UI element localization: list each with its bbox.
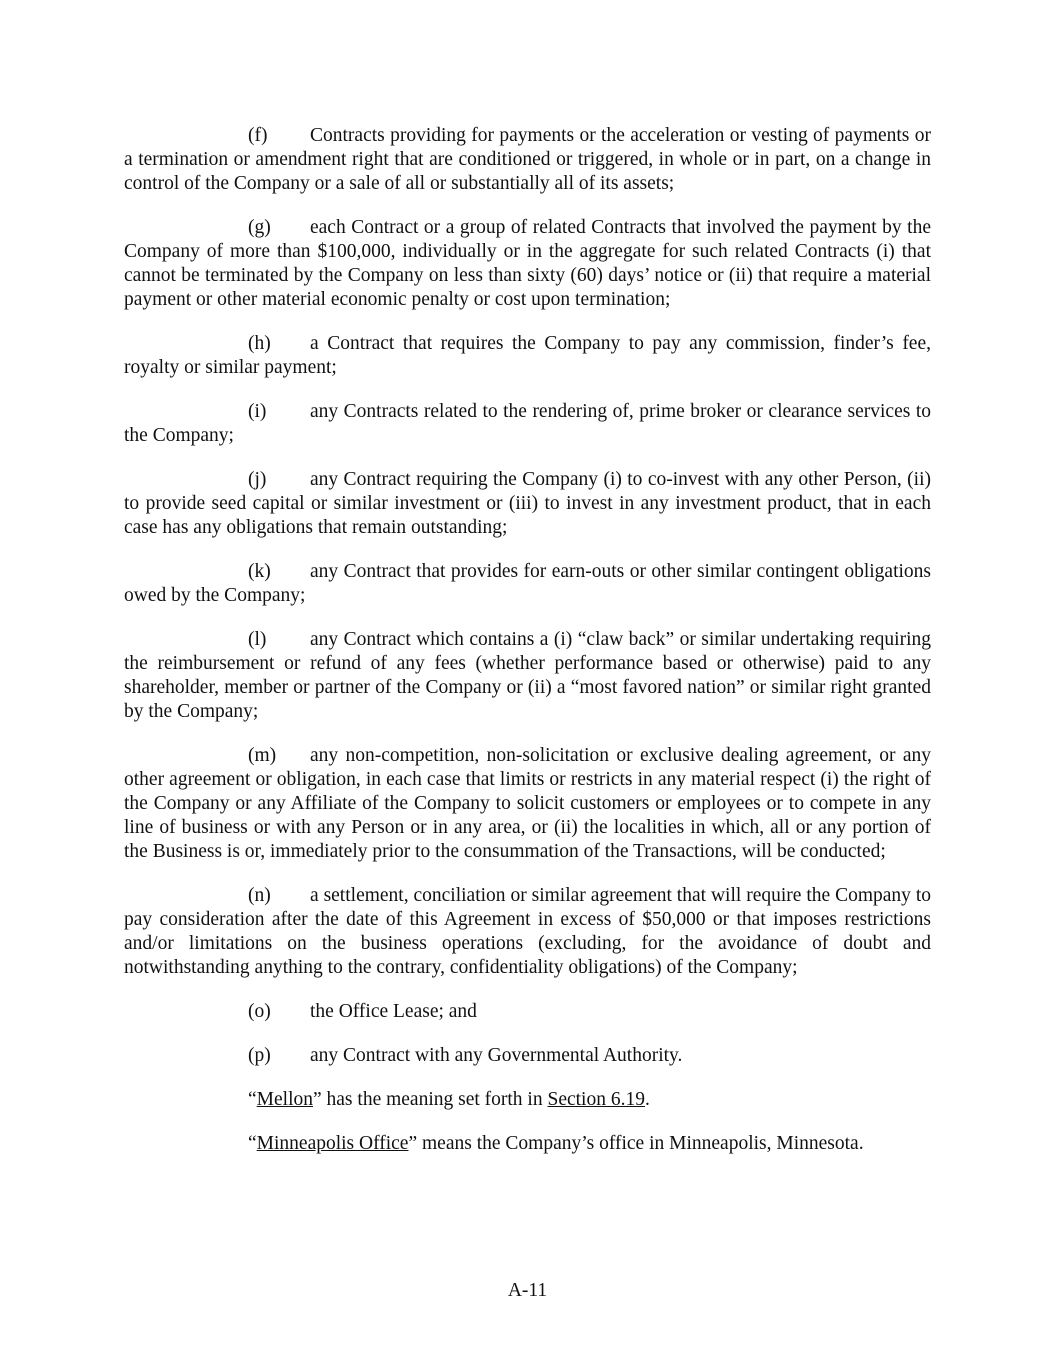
clause-label: (k) (248, 561, 271, 582)
page-number: A-11 (507, 1280, 548, 1301)
clause-text: a settlement, conciliation or similar agreement that will require the Company to pay consideration after the date of this Agreement in excess of $50,000 or that imposes restrictions and/or limitations on the business operations (excluding, for the avoidance of doubt and notwithstanding anything to the contrary, confidentiality obligations) of the Company; (124, 885, 931, 978)
clause-g (124, 216, 931, 312)
clause-text: each Contract or a group of related Contracts that involved the payment by the Company of more than $100,000, individually or in the aggregate for such related Contracts (i) that cannot be terminated by the Company on less than sixty (60) days’ notice or (ii) that require a material payment or other material economic penalty or cost upon termination; (124, 217, 931, 310)
clause-text: any Contract with any Governmental Authority. (310, 1045, 683, 1066)
clause-text: any Contract requiring the Company (i) to co-invest with any other Person, (ii) to provide seed capital or similar investment or (iii) to invest in any investment product, that in each case has any obligations that remain outstanding; (124, 469, 931, 538)
clause-label: (f) (248, 125, 268, 146)
close-quote: ” (313, 1089, 322, 1110)
clause-label: (l) (248, 629, 267, 650)
clause-text: any Contract which contains a (i) “claw back” or similar undertaking requiring the reimbursement or refund of any fees (whether performance based or otherwise) paid to any shareholder, member or partner of the Company or (ii) a “most favored nation” or similar right granted by the Company; (124, 629, 931, 722)
definition-text: means the Company’s office in Minneapolis, Minnesota. (417, 1133, 864, 1154)
clause-text: a Contract that requires the Company to pay any commission, finder’s fee, royalty or similar payment; (124, 333, 931, 378)
clause-label: (j) (248, 469, 267, 490)
clause-label: (o) (248, 1001, 271, 1022)
open-quote: “ (248, 1089, 257, 1110)
open-quote: “ (248, 1133, 257, 1154)
clause-label: (p) (248, 1045, 271, 1066)
clause-label: (n) (248, 885, 271, 906)
definition-text: has the meaning set forth in (321, 1089, 548, 1110)
definition-text-end: . (644, 1089, 650, 1110)
close-quote: ” (408, 1133, 418, 1154)
clause-label: (m) (248, 745, 277, 766)
clause-text: any non-competition, non-solicitation or exclusive dealing agreement, or any other agreement or obligation, in each case that limits or restricts in any material respect (i) the right of the Company or any Affiliate of the Company to solicit customers or employees or to compete in any line of business or with any Person or in any area, or (ii) the localities in which, all or any portion of the Business is or, immediately prior to the consummation of the Transactions, will be conducted; (124, 745, 931, 862)
clause-text: the Office Lease; and (310, 1001, 477, 1022)
definition-minneapolis-office (248, 1132, 931, 1156)
clause-f (124, 124, 931, 196)
clause-h (124, 332, 931, 380)
clause-text: any Contract that provides for earn-outs or other similar contingent obligations owed by the Company; (124, 561, 931, 606)
clause-o (248, 1000, 931, 1024)
section-reference: Section 6.19 (547, 1089, 645, 1110)
defined-term: Minneapolis Office (256, 1133, 409, 1154)
clause-m (124, 744, 931, 864)
clause-text: any Contracts related to the rendering of, prime broker or clearance services to the Company; (124, 401, 931, 446)
clause-n (124, 884, 931, 980)
clause-label: (g) (248, 217, 271, 238)
clause-l (124, 628, 931, 724)
clause-k (124, 560, 931, 608)
clause-j (124, 468, 931, 540)
defined-term: Mellon (256, 1089, 313, 1110)
clause-label: (h) (248, 333, 271, 354)
clause-text: Contracts providing for payments or the acceleration or vesting of payments or a termination or amendment right that are conditioned or triggered, in whole or in part, on a change in control of the Company or a sale of all or substantially all of its assets; (124, 125, 931, 194)
clause-label: (i) (248, 401, 267, 422)
clause-p (248, 1044, 931, 1068)
definition-mellon (248, 1088, 931, 1112)
document-body (124, 124, 931, 1176)
clause-i (124, 400, 931, 448)
